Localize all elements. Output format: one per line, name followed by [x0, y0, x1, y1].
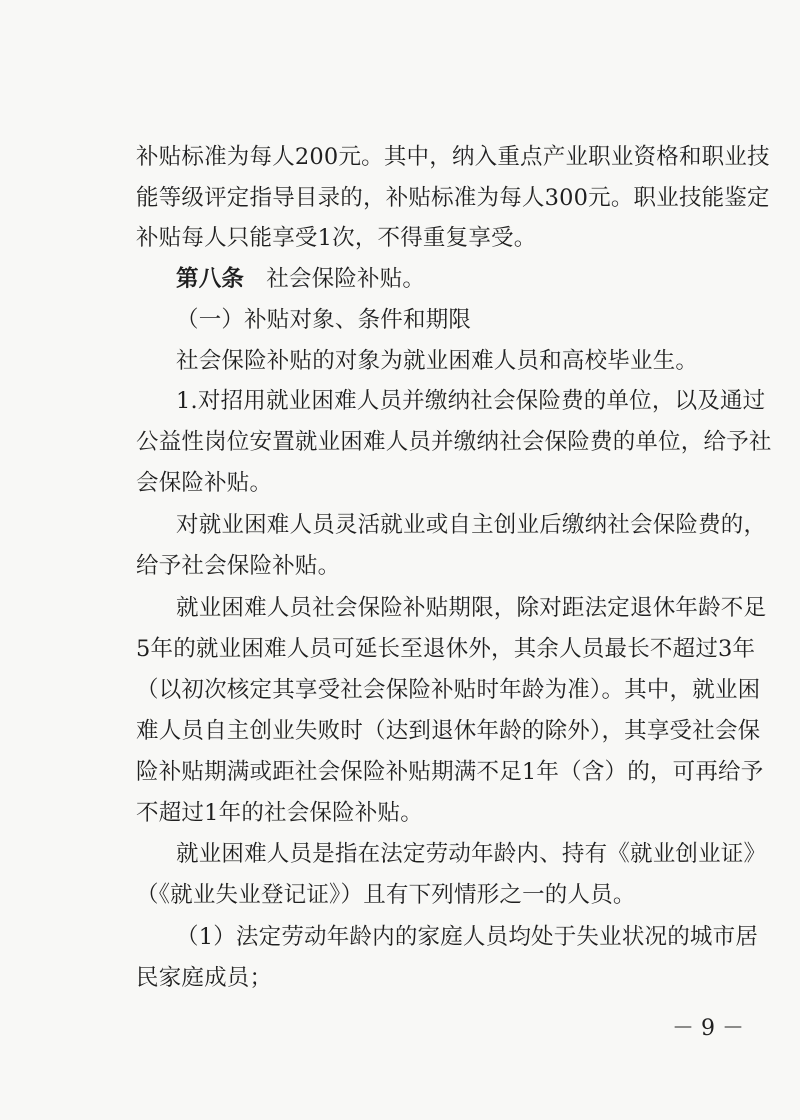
paragraph-line: 补贴每人只能享受1次，不得重复享受。 [136, 225, 537, 251]
section-heading: （一）补贴对象、条件和期限 [176, 307, 472, 333]
paragraph-line: 5年的就业困难人员可延长至退休外，其余人员最长不超过3年 [136, 636, 756, 662]
paragraph-line: （《就业失业登记证》）且有下列情形之一的人员。 [136, 882, 636, 908]
paragraph-line: 能等级评定指导目录的，补贴标准为每人300元。职业技能鉴定 [136, 185, 770, 211]
paragraph-line: 就业困难人员社会保险补贴期限，除对距法定退休年龄不足 [176, 595, 767, 621]
paragraph-line: 不超过1年的社会保险补贴。 [136, 800, 423, 826]
paragraph-line: 险补贴期满或距社会保险补贴期满不足1年（含）的，可再给予 [136, 759, 764, 785]
page-number: － 9 － [672, 1016, 744, 1041]
article-title: 社会保险补贴。 [266, 266, 426, 292]
paragraph-line: 对就业困难人员灵活就业或自主创业后缴纳社会保险费的， [176, 512, 767, 538]
paragraph-line: 公益性岗位安置就业困难人员并缴纳社会保险费的单位，给予社 [136, 429, 772, 455]
paragraph-line: 民家庭成员； [136, 965, 273, 991]
article-heading: 第八条 [176, 266, 245, 292]
paragraph-line: 社会保险补贴的对象为就业困难人员和高校毕业生。 [176, 348, 699, 374]
paragraph-line: 补贴标准为每人200元。其中，纳入重点产业职业资格和职业技 [136, 144, 770, 170]
paragraph-line: （1）法定劳动年龄内的家庭人员均处于失业状况的城市居 [176, 924, 759, 950]
paragraph-line: 就业困难人员是指在法定劳动年龄内、持有《就业创业证》 [176, 841, 767, 867]
article-heading-line [176, 268, 425, 291]
paragraph-line: 会保险补贴。 [136, 470, 273, 496]
paragraph-line: 1.对招用就业困难人员并缴纳社会保险费的单位，以及通过 [176, 388, 766, 414]
paragraph-line: 难人员自主创业失败时（达到退休年龄的除外），其享受社会保 [136, 718, 761, 744]
paragraph-line: 给予社会保险补贴。 [136, 553, 341, 579]
paragraph-line: （以初次核定其享受社会保险补贴时年龄为准）。其中，就业困 [136, 677, 761, 703]
